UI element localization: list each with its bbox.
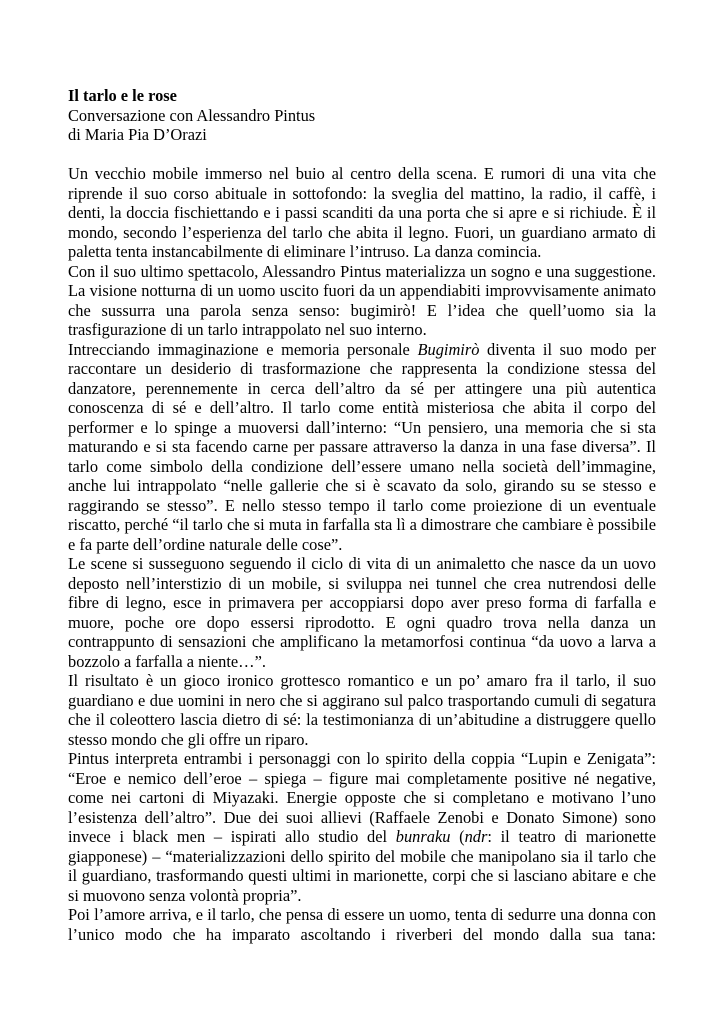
article-body <box>68 164 656 944</box>
italic-text: ndr <box>464 827 488 846</box>
article-paragraph <box>68 905 656 944</box>
document-page <box>68 86 656 944</box>
paragraph-text: Poi l’amore arriva, e il tarlo, che pensa di essere un uomo, tenta di sedurre una donna con l’unico modo che ha imparato ascoltando i riverberi del mondo dalla sua tana: <box>68 905 656 944</box>
paragraph-text: Un vecchio mobile immerso nel buio al centro della scena. E rumori di una vita che riprende il suo corso abituale in sottofondo: la sveglia del mattino, la radio, il caffè, i denti, la doccia fischiettando e i passi scanditi da una porta che si apre e si richiude. È il mondo, secondo l’esperienza del tarlo che abita il legno. Fuori, un guardiano armato di paletta tenta instancabilmente di eliminare l’intruso. La danza comincia. <box>68 164 656 261</box>
article-paragraph <box>68 262 656 340</box>
article-author: di Maria Pia D’Orazi <box>68 125 207 144</box>
article-paragraph <box>68 671 656 749</box>
paragraph-text: Le scene si susseguono seguendo il ciclo di vita di un animaletto che nasce da un uovo deposto nell’interstizio di un mobile, si sviluppa nei tunnel che crea nutrendosi delle fibre di legno, esce in primavera per accoppiarsi dopo aver preso forma di farfalla e muore, poche ore dopo essersi riprodotto. E ogni quadro trova nella danza un contrappunto di sensazioni che amplificano la metamorfosi continua “da uovo a larva a bozzolo a farfalla a niente…”. <box>68 554 656 671</box>
paragraph-text: diventa il suo modo per raccontare un desiderio di trasformazione che rappresenta la condizione stessa del danzatore, perennemente in cerca dell’altro da sé per attingere una più autentica conoscenza di sé e dell’altro. Il tarlo come entità misteriosa che abita il corpo del performer e lo spinge a muoversi dall’interno: “Un pensiero, una memoria che si sta maturando e si sta facendo carne per passare attraverso la danza in una fase diversa”. Il tarlo come simbolo della condizione dell’essere umano nella società dell’immagine, anche lui intrappolato “nelle gallerie che si è scavato da solo, girando su se stesso e raggirando se stesso”. E nello stesso tempo il tarlo come proiezione di un eventuale riscatto, perché “il tarlo che si muta in farfalla sta lì a dimostrare che cambiare è possibile e fa parte dell’ordine naturale delle cose”. <box>68 339 656 554</box>
paragraph-text: : il teatro di marionette giapponese) – “materializzazioni dello spirito del mobile che manipolano sia il tarlo che il guardiano, trasformando questi ultimi in marionette, corpi che si lasciano abitare e che si muovono senza volontà propria”. <box>68 827 657 905</box>
paragraph-text: Il risultato è un gioco ironico grottesco romantico e un po’ amaro fra il tarlo, il suo guardiano e due uomini in nero che si aggirano sul palco trasportando cumuli di segatura che il coleottero lascia dietro di sé: la testimonianza di un’abitudine a distruggere quello stesso mondo che gli offre un riparo. <box>68 671 656 749</box>
article-paragraph <box>68 164 656 262</box>
header-spacer <box>68 145 656 165</box>
paragraph-text: Pintus interpreta entrambi i personaggi con lo spirito della coppia “Lupin e Zenigata”: “Eroe e nemico dell’eroe – spiega – figure mai completamente positive né negative, come nei cartoni di Miyazaki. Energie opposte che si completano e motivano l’uno l’esistenza dell’altro”. Due dei suoi allievi (Raffaele Zenobi e Donato Simone) sono invece i black men – ispirati allo studio del <box>68 749 656 846</box>
paragraph-text: ( <box>450 827 465 846</box>
article-paragraph <box>68 749 656 905</box>
italic-text: bunraku <box>395 827 451 846</box>
paragraph-text: Con il suo ultimo spettacolo, Alessandro Pintus materializza un sogno e una suggestione. La visione notturna di un uomo uscito fuori da un appendiabiti improvvisamente animato che sussurra una parola senza senso: bugimirò! E l’idea che quell’uomo sia la trasfigurazione di un tarlo intrappolato nel suo interno. <box>68 261 656 339</box>
paragraph-text: Intrecciando immaginazione e memoria personale <box>68 339 418 359</box>
article-subtitle: Conversazione con Alessandro Pintus <box>68 105 316 125</box>
article-paragraph <box>68 554 656 671</box>
document-header <box>68 86 656 145</box>
article-title: Il tarlo e le rose <box>68 86 177 105</box>
italic-text: Bugimirò <box>417 339 480 359</box>
article-paragraph <box>68 340 656 555</box>
